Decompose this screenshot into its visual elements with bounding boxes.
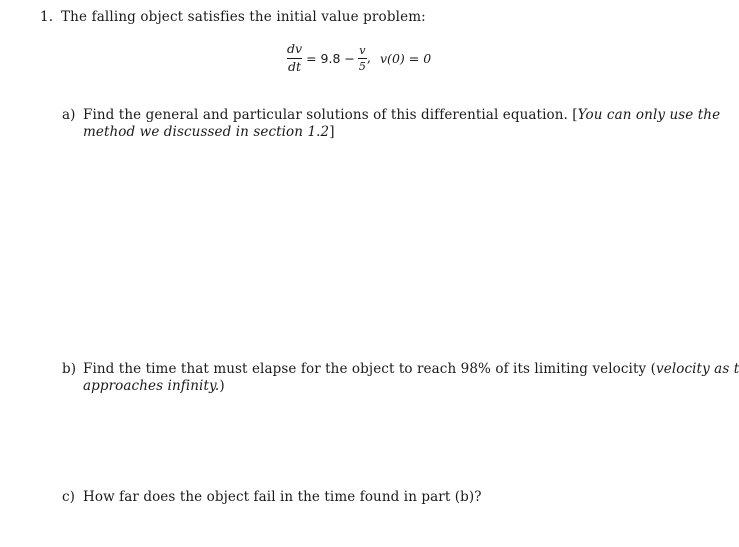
initial-condition: v(0) = 0 xyxy=(380,50,432,66)
problem-text: The falling object satisfies the initial value problem: xyxy=(61,9,426,25)
part-b-paren-close: ) xyxy=(219,378,225,394)
differential-equation xyxy=(286,43,431,73)
part-a-italic: You can only use the xyxy=(577,107,721,123)
part-b-label: b) xyxy=(62,361,77,377)
part-b-text: Find the time that must elapse for the object to reach 98% of its limiting velocity ( xyxy=(83,361,656,377)
part-b xyxy=(62,361,739,395)
part-a xyxy=(62,107,720,141)
part-b-italic-line2: approaches infinity. xyxy=(83,378,220,394)
velocity-denominator: 5 xyxy=(358,59,366,73)
part-c-text: How far does the object fail in the time found in part (b)? xyxy=(83,489,482,505)
part-b-italic: velocity as t xyxy=(656,361,739,377)
velocity-fraction xyxy=(358,45,367,72)
problem-number: 1. xyxy=(40,9,54,25)
problem-statement xyxy=(40,9,426,25)
part-a-italic-line2: method we discussed in section 1.2 xyxy=(83,124,330,140)
part-a-text: Find the general and particular solutions of this differential equation. [ xyxy=(83,107,578,123)
velocity-numerator: v xyxy=(359,43,366,57)
part-a-label: a) xyxy=(62,107,76,123)
equation-middle: = 9.8 − xyxy=(306,50,355,66)
part-c xyxy=(62,489,482,506)
equation-comma: , xyxy=(366,50,371,66)
derivative-numerator: dv xyxy=(287,41,303,56)
part-c-label: c) xyxy=(62,489,76,505)
derivative-denominator: dt xyxy=(288,58,302,74)
part-a-bracket-close: ] xyxy=(329,124,335,140)
derivative-fraction xyxy=(286,43,303,73)
